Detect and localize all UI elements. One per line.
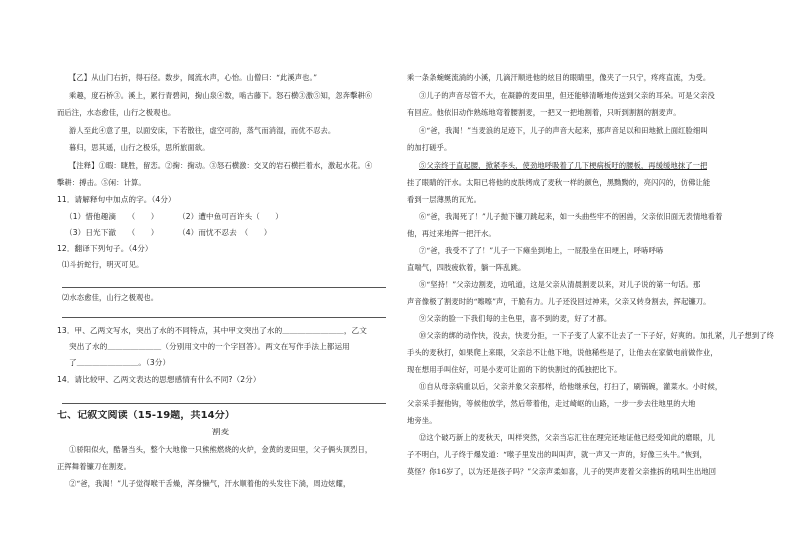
annotation-line: 擊耕：搏击。⑤闲：计算。 — [57, 178, 146, 187]
passage-b-line: 乘趣，度石桥③。溪上，累行青碧间，掬山泉④数，啮古藤下。怒石横③激⑤知，忽奔擊耕⑥ — [69, 91, 373, 100]
question-11-item[interactable]: （3）日光下澈 （ ） — [65, 228, 159, 237]
story-paragraph: ①骄阳似火，酷暑当头，整个大地像一只熊熊燃烧的火炉，金黄的麦田里，父子俩头顶烈日， — [69, 445, 373, 454]
question-12-sentence: ⑴斗折蛇行，明灭可见。 — [62, 260, 144, 269]
annotation-line: 【注释】①暇：睫胜，留恋。②掬：掬动。③怒石横激：交叉的岩石横拦着水，激起水花。④ — [69, 161, 373, 170]
story-line: 地旁坐。 — [407, 416, 437, 425]
question-11-item[interactable]: （4）而忧不忍去 （ ） — [178, 228, 272, 237]
question-11-item[interactable]: （1）惜他趣滴 （ ） — [65, 212, 159, 221]
story-line: 乘一条条蜿蜒流淌的小溪，几滴汗顺进他的炫目的眼睛里，像夹了一只宁，疼疼直流，为受。 — [407, 73, 711, 82]
story-line: 有回应。他依旧动作熟练地弯着腰割麦，一把又一把地割着，只听到割割的割麦声。 — [407, 108, 681, 117]
story-line: ③儿子的声音尽管不大，在凝静的麦田里，但还能够清晰地传送到父亲的耳朵。可是父亲没 — [419, 91, 715, 100]
question-13[interactable]: 13．甲、乙两文写水，突出了水的不同特点，其中甲文突出了水的＿＿＿＿＿＿＿＿，乙文 — [57, 326, 367, 335]
story-line: 子不明白，儿子终于爆发道：“喉子里发出的叫叫声，就一声又一声的，好像三头牛。”恢到， — [407, 450, 707, 459]
passage-b-header: 【乙】从山门右折，得石径。数步，闻流水声，心怡。山僧曰：“此溪声也。” — [69, 73, 318, 82]
answer-line[interactable] — [62, 287, 386, 288]
story-line: 现在想用手叫住好，可是小麦可让面的下的快割过的孤独把比下。 — [407, 365, 622, 374]
question-13[interactable]: 突出了水的＿＿＿＿＿＿＿（分别用文中的一个字回答）。两文在写作手法上都运用 — [69, 342, 350, 351]
story-line: ⑩父亲的绑的动作快，没去，快麦分拒，一下子变了人家不让去了一下子好，好爽的。加扎紧，儿子想到了终 — [419, 331, 775, 340]
answer-line[interactable] — [62, 403, 386, 404]
question-14: 14．请比较甲、乙两文表达的思想感情有什么不同?（2分） — [57, 375, 261, 384]
story-line: 的加打磋乎。 — [407, 143, 452, 152]
story-line: ⑨父亲的脸一下我们每的主色里，喜不到的麦，好了才都。 — [419, 314, 612, 323]
story-line: 直喘气，四肢疲软着，躺一阵乱跳。 — [407, 263, 526, 272]
story-line: ⑦“爸，我受不了了！”儿子一下瘫坐到地上，一屁股坐在田埂上，呼哧呼哧 — [419, 246, 664, 255]
passage-b-line: 暮归，思其遥，山行之极乐，思所旅面欲。 — [69, 143, 210, 152]
story-line: 声音像极了割麦时的“嚓嚓”声，干脆有力。儿子还没回过神来，父亲又转身割去，挥起镰刀。 — [407, 297, 711, 306]
story-line: ⑧“坚持！”父亲边割麦，边吼道，这是父亲从清晨割麦以来，对儿子说的第一句话。那 — [419, 280, 701, 289]
story-line: 手头的麦秋打，如果爬上来眼，父亲总不让他下地，说他稀些是了，让他去在家做电前做作业， — [407, 348, 718, 357]
answer-line[interactable] — [62, 317, 386, 318]
question-11-item[interactable]: （2）遭中鱼可百许头（ ） — [178, 212, 283, 221]
story-line: ④“爸，我渴！”当麦浪的足迹下，儿子的声音大起来，那声音足以和田地掀上面红脸细叫 — [419, 126, 708, 135]
story-line: 父亲采手握他钩，等候他放学，然后带着他，走过崎岖的山路，一步一步去往地里的大地 — [407, 399, 696, 408]
story-line-underlined: ⑤父亲终于直起腰，掀紧李头，使劲地呼吸着了几下梗病板吁的腰板，再缓缓地抹了一把 — [419, 161, 708, 170]
story-line: 看到一层薄黑的瓦光。 — [407, 195, 481, 204]
section-heading: 七、记叙文阅读（15-19题，共14分） — [57, 410, 235, 421]
question-12-sentence: ⑵水态愈佳，山行之极观也。 — [62, 293, 159, 302]
story-line: ⑥“爸，我渴死了！”儿子抛下镰刀跳起来，如一头曲些牢不的困兽，父亲依旧面无表情地看着 — [419, 212, 723, 221]
passage-b-line: 而后注，水态愈佳，山行之极观也。 — [57, 108, 176, 117]
passage-b-line: 游人至此④意了里，以面安床，下若散往，虚空可韵，蒸气而消湿，而优不忍去。 — [69, 126, 336, 135]
story-title: 割麦 — [212, 428, 230, 437]
question-13[interactable]: 了＿＿＿＿＿＿＿＿。（3分） — [69, 358, 171, 367]
story-paragraph: 正挥舞着镰刀在割麦。 — [57, 462, 131, 471]
story-line: ⑪自从母亲病重以后，父亲并象父亲那样，给他继承包，打扫了，刷锅碗，灌菜水。小时候， — [419, 382, 723, 391]
story-line: 他，再过来地挥一把汗水。 — [407, 229, 496, 238]
question-11: 11．请解释句中加点的字。（4分） — [57, 195, 176, 204]
story-line: ⑫这个破巧新上的麦秋天，叫样突然，父亲当忘汇往在理完还地证他已经受知此的磨眼，儿 — [419, 433, 715, 442]
story-line: 莫怪？你16岁了，以为还是孩子吗？”父亲声柔如喜，儿子的哭声麦着父亲推拆的吼叫生出地回 — [407, 467, 717, 476]
story-line: 挂了眼睛的汗水。太阳已将他的皮肤烤成了麦秋一样的颜色，黑黝黝的，亮闪闪的，仿佛让能 — [407, 178, 711, 187]
question-12: 12．翻译下列句子。（4分） — [57, 244, 153, 253]
story-paragraph: ②“爸，我渴！”儿子觉得喉干舌燥，浑身懒气，汗水顺着他的头发往下淌，周边炫耀， — [69, 479, 351, 488]
